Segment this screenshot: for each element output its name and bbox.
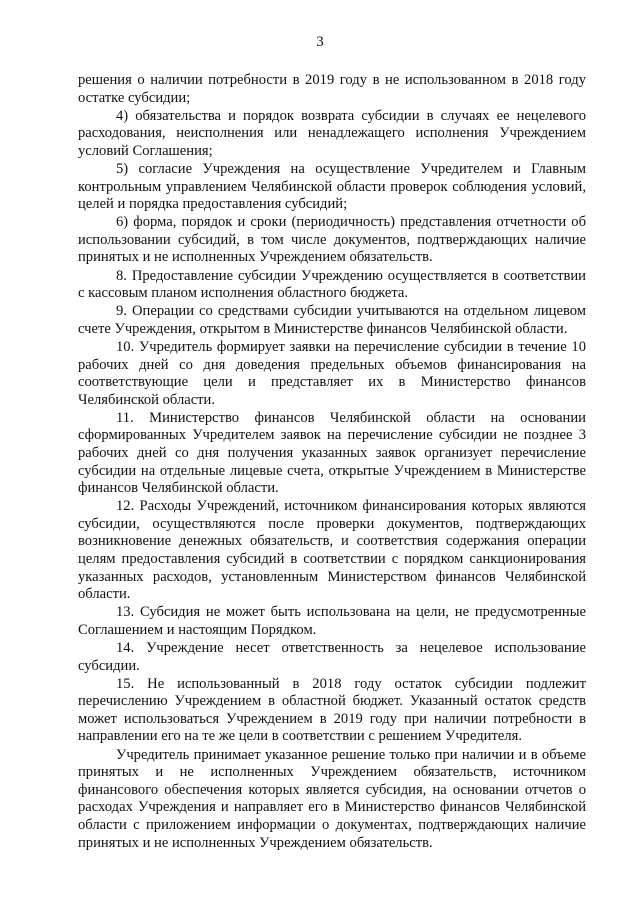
- page-number: 3: [316, 34, 324, 50]
- paragraph-item-4: 4) обязательства и порядок возврата субсидии в случаях ее нецелевого расходования, неисполнения или ненадлежащего исполнения Учреждением условий Соглашения;: [78, 107, 586, 159]
- paragraph-14: 14. Учреждение несет ответственность за нецелевое использование субсидии.: [78, 640, 586, 674]
- document-body: [78, 72, 586, 852]
- paragraph-item-6: 6) форма, порядок и сроки (периодичность) представления отчетности об использовании субсидий, в том числе документов, подтверждающих наличие принятых и не исполненных Учреждением обязательств.: [78, 214, 586, 266]
- paragraph-15: 15. Не использованный в 2018 году остаток субсидии подлежит перечислению Учреждением в областной бюджет. Указанный остаток средств может использоваться Учреждением в 2019 году при наличии потребности в направлении его на те же цели в соответствии с решением Учредителя.: [78, 675, 586, 745]
- paragraph-12: 12. Расходы Учреждений, источником финансирования которых являются субсидии, осуществляются после проверки документов, подтверждающих возникновение денежных обязательств, и соответствия содержания операции целям предоставления субсидий в соответствии с порядком санкционирования указанных расходов, установленным Министерством финансов Челябинской области.: [78, 498, 586, 603]
- paragraph-continuation: решения о наличии потребности в 2019 году в не использованном в 2018 году остатке субсидии;: [78, 72, 586, 106]
- paragraph-10: 10. Учредитель формирует заявки на перечисление субсидии в течение 10 рабочих дней со дня доведения предельных объемов финансирования на соответствующие цели и представляет их в Министерство финансов Челябинской области.: [78, 338, 586, 408]
- paragraph-8: 8. Предоставление субсидии Учреждению осуществляется в соответствии с кассовым планом исполнения областного бюджета.: [78, 267, 586, 302]
- paragraph-item-5: 5) согласие Учреждения на осуществление Учредителем и Главным контрольным управлением Челябинской области проверок соблюдения условий, целей и порядка предоставления субсидий;: [78, 160, 586, 213]
- paragraph-15-continuation: Учредитель принимает указанное решение только при наличии и в объеме принятых и не исполненных Учреждением обязательств, источником финансового обеспечения которых является субсидия, на основании отчетов о расходах Учреждения и направляет его в Министерство финансов Челябинской области с приложением информации о документах, подтверждающих наличие принятых и не исполненных Учреждением обязательств.: [78, 746, 586, 851]
- paragraph-9: 9. Операции со средствами субсидии учитываются на отдельном лицевом счете Учреждения, открытом в Министерстве финансов Челябинской области.: [78, 303, 586, 337]
- paragraph-13: 13. Субсидия не может быть использована на цели, не предусмотренные Соглашением и настоящим Порядком.: [78, 604, 586, 638]
- paragraph-11: 11. Министерство финансов Челябинской области на основании сформированных Учредителем заявок на перечисление субсидии не позднее 3 рабочих дней со дня получения указанных заявок организует перечисление субсидии на отдельные лицевые счета, открытые Учреждением в Министерстве финансов Челябинской области.: [78, 409, 586, 497]
